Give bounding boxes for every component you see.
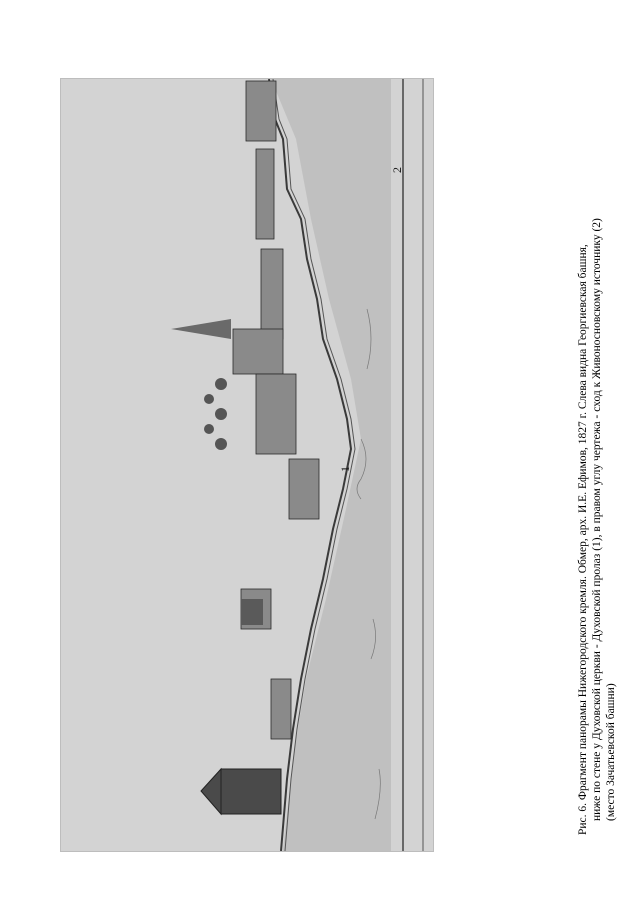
panorama-sketch xyxy=(61,79,433,851)
small-tower xyxy=(241,599,263,625)
marker-1: 1 xyxy=(338,466,352,472)
marker-2: 2 xyxy=(390,167,404,173)
caption-line-1: Рис. 6. Фрагмент панорамы Нижегородского кремля. Обмер, арх. И.Е. Ефимов, 1827 г. Слева видна Георгиевская башня, xyxy=(577,244,589,835)
kremlin-panorama-drawing xyxy=(60,78,434,852)
figure-caption xyxy=(576,75,618,835)
caption-line-2: ниже по стене у Духовской церкви - Духовской пролаз (1), в правом углу чертежа - сход к Живоносновскому источнику (2) xyxy=(591,218,603,821)
caption-line-3: (место Зачатьевской башни) xyxy=(605,683,617,821)
